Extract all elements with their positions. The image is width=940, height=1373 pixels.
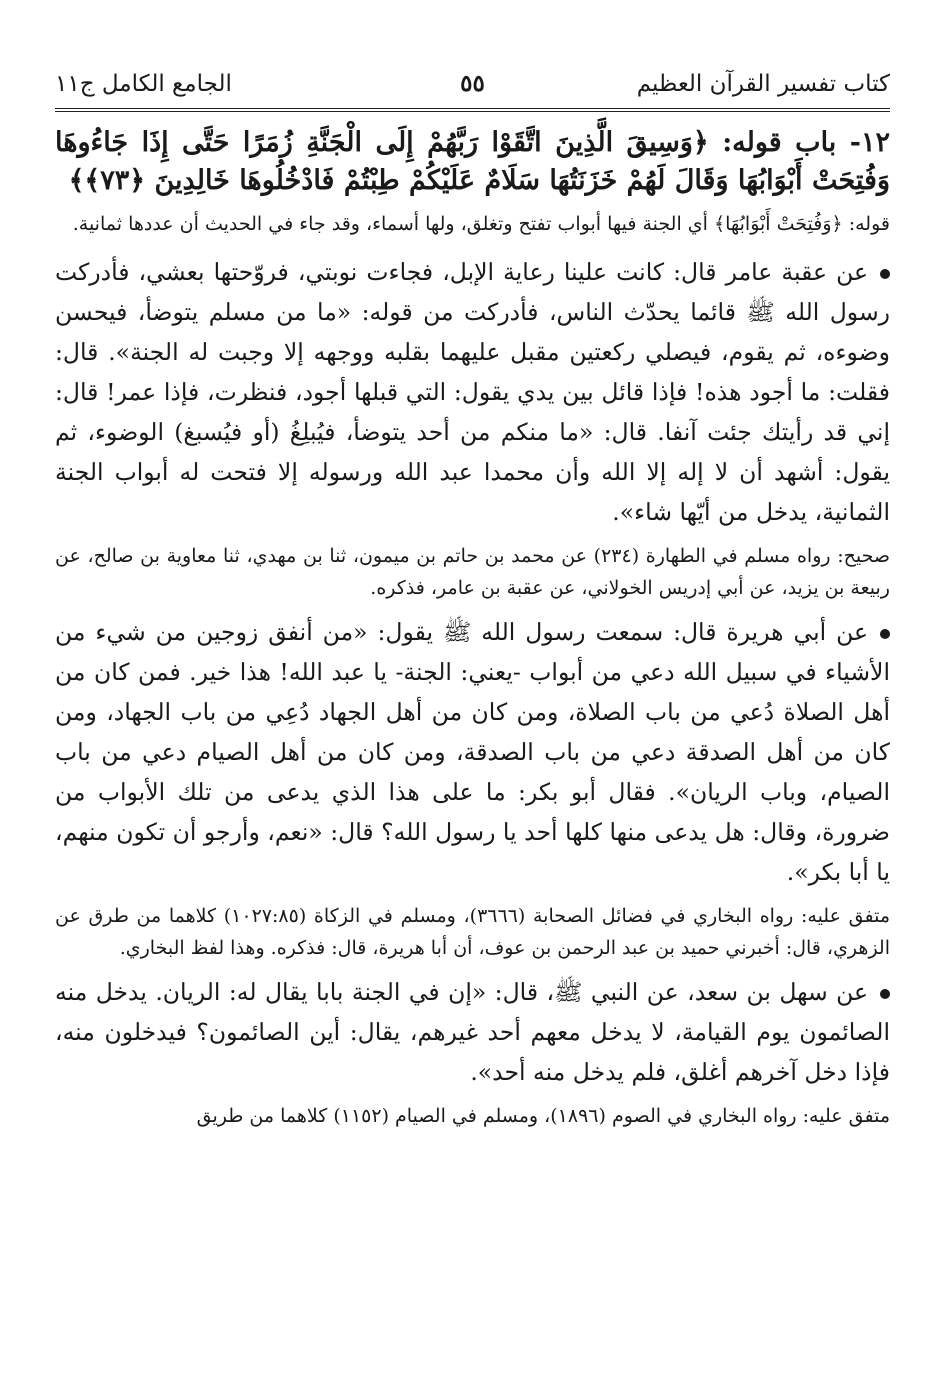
- chapter-label: ١٢- باب قوله:: [722, 127, 891, 158]
- running-header: [55, 62, 890, 106]
- hadith-paragraph: [55, 252, 890, 532]
- hadith-paragraph: [55, 972, 890, 1092]
- header-rule: [55, 108, 890, 109]
- volume-title: الجامع الكامل ج١١: [55, 71, 232, 97]
- book-page: [55, 62, 890, 1132]
- intro-note: قوله: ﴿وَفُتِحَتْ أَبْوَابُهَا﴾ أي الجنة فيها أبواب تفتح وتغلق، ولها أسماء، وقد جاء في الحديث أن عددها ثمانية.: [72, 213, 890, 235]
- bullet-icon: [880, 269, 890, 279]
- bullet-icon: [880, 989, 890, 999]
- bullet-icon: [880, 629, 890, 639]
- hadith-source: متفق عليه: رواه البخاري في الصوم (١٨٩٦)، ومسلم في الصيام (١١٥٢) كلاهما من طريق: [196, 1105, 890, 1127]
- hadith-source: صحيح: رواه مسلم في الطهارة (٢٣٤) عن محمد بن حاتم بن ميمون، ثنا بن مهدي، ثنا معاوية بن صالح، عن ربيعة بن يزيد، عن أبي إدريس الخولاني، عن عقبة بن عامر، فذكره.: [55, 545, 890, 599]
- chapter-heading: [55, 124, 890, 200]
- hadith-text: عن سهل بن سعد، عن النبي ﷺ، قال: «إن في الجنة بابا يقال له: الريان. يدخل منه الصائمون يوم القيامة، لا يدخل معهم أحد غيرهم، يقال: أين الصائمون؟ فيدخلون منه، فإذا دخل آخرهم أغلق، فلم يدخل منه أحد».: [55, 978, 890, 1086]
- page-number: ٥٥: [460, 70, 485, 97]
- hadith-text: عن أبي هريرة قال: سمعت رسول الله ﷺ يقول: «من أنفق زوجين من شيء من الأشياء في سبيل الله دعي من أبواب -يعني: الجنة- يا عبد الله! هذا خير. فمن كان من أهل الصلاة دُعي من باب الصلاة، ومن كان من أهل الجهاد دُعِي من باب الجهاد، ومن كان من أهل الصدقة دعي من باب الصدقة، ومن كان من أهل الصيام دعي من باب الصيام، وباب الريان». فقال أبو بكر: ما على هذا الذي يدعى من تلك الأبواب من ضرورة، وقال: هل يدعى منها كلها أحد يا رسول الله؟ قال: «نعم، وأرجو أن تكون منهم، يا أبا بكر».: [55, 618, 890, 886]
- hadith-text: عن عقبة عامر قال: كانت علينا رعاية الإبل، فجاءت نوبتي، فروّحتها بعشي، فأدركت رسول الله ﷺ قائما يحدّث الناس، فأدركت من قوله: «ما من مسلم يتوضأ، فيحسن وضوءه، ثم يقوم، فيصلي ركعتين مقبل عليهما بقلبه ووجهه إلا وجبت له الجنة». قال: فقلت: ما أجود هذه! فإذا قائل بين يدي يقول: التي قبلها أجود، فنظرت، فإذا عمر! قال: إني قد رأيتك جئت آنفا. قال: «ما منكم من أحد يتوضأ، فيُبلِغُ (أو فيُسبغ) الوضوء، ثم يقول: أشهد أن لا إله إلا الله وأن محمدا عبد الله ورسوله إلا فتحت له أبواب الجنة الثمانية، يدخل من أيّها شاء».: [55, 258, 890, 526]
- book-title: كتاب تفسير القرآن العظيم: [636, 71, 890, 97]
- hadith-paragraph: [55, 612, 890, 892]
- quran-verse: ﴿وَسِيقَ الَّذِينَ اتَّقَوْا رَبَّهُمْ إِلَى الْجَنَّةِ زُمَرًا حَتَّى إِذَا جَاءُوهَا وَفُتِحَتْ أَبْوَابُهَا وَقَالَ لَهُمْ خَزَنَتُهَا سَلَامٌ عَلَيْكُمْ طِبْتُمْ فَادْخُلُوهَا خَالِدِينَ ﴿٧٣﴾﴾: [55, 127, 890, 196]
- hadith-source: متفق عليه: رواه البخاري في فضائل الصحابة (٣٦٦٦)، ومسلم في الزكاة (١٠٢٧:٨٥) كلاهما من طرق عن الزهري، قال: أخبرني حميد بن عبد الرحمن بن عوف، أن أبا هريرة، قال: فذكره. وهذا لفظ البخاري.: [55, 905, 890, 959]
- header-rule-second: [55, 111, 890, 112]
